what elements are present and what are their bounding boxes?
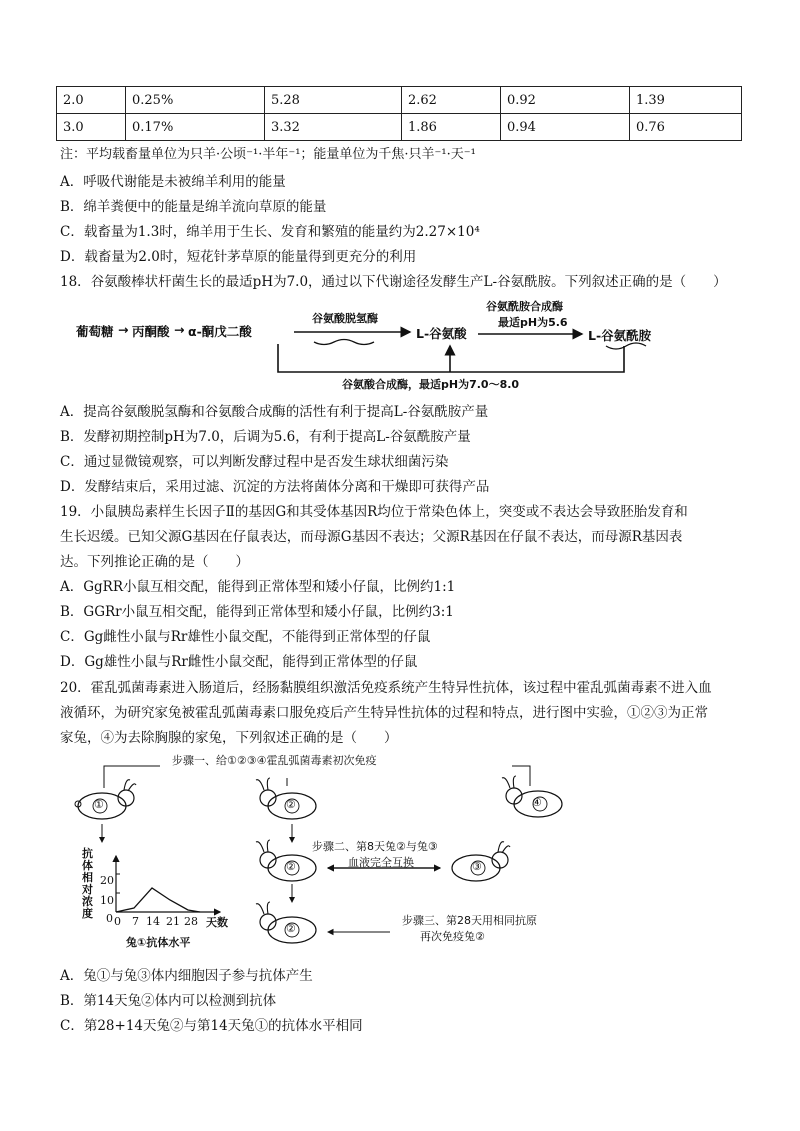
rabbit-1-icon: [75, 780, 136, 819]
table-row: [57, 114, 742, 141]
glu-synthase-label: 谷氨酸合成酶，最适pH为7.0～8.0: [342, 378, 520, 391]
option-a: A．兔①与兔③体内细胞因子参与抗体产生: [60, 968, 313, 984]
chart-caption: 兔①抗体水平: [126, 936, 191, 949]
chart-y-tick: 10: [100, 894, 114, 907]
antibody-chart: [116, 856, 220, 912]
question-18-stem: 18．谷氨酸棒状杆菌生长的最适pH为7.0，通过以下代谢途径发酵生产L-谷氨酰胺。下列叙述正确的是（ ）: [60, 274, 727, 290]
option-b: B．绵羊粪便中的能量是绵羊流向草原的能量: [60, 199, 327, 215]
arrow-icon: →: [174, 322, 185, 337]
table-cell: 2.62: [402, 87, 501, 114]
enzyme-gln-synthetase-label: 谷氨酰胺合成酶: [486, 300, 563, 313]
table-cell: 1.86: [402, 114, 501, 141]
table-cell: 0.76: [630, 114, 742, 141]
table-note: 注：平均载畜量单位为只羊·公顷⁻¹·半年⁻¹；能量单位为千焦·只羊⁻¹·天⁻¹: [60, 147, 476, 162]
rabbit-2-label: ②: [286, 922, 296, 935]
table-row: [57, 87, 742, 114]
question-19-stem-line: 达。下列推论正确的是（ ）: [60, 554, 249, 570]
chart-x-tick: 0: [114, 915, 121, 928]
metabolic-pathway-diagram: [72, 298, 672, 394]
step-two-label-2: 血液完全互换: [348, 856, 414, 869]
option-a: A．提高谷氨酸脱氢酶和谷氨酸合成酶的活性有利于提高L-谷氨酰胺产量: [60, 404, 489, 420]
rabbit-3-label: ③: [472, 860, 482, 873]
l-gln-label: L-谷氨酰胺: [588, 328, 652, 343]
enzyme-gln-synthetase-ph-label: 最适pH为5.6: [498, 316, 568, 329]
option-c: C．载畜量为1.3时，绵羊用于生长、发育和繁殖的能量约为2.27×10⁴: [60, 224, 480, 240]
option-c: C．第28+14天兔②与第14天兔①的抗体水平相同: [60, 1018, 363, 1034]
table-cell: 2.0: [57, 87, 126, 114]
question-19-stem-line: 生长迟缓。已知父源G基因在仔鼠表达，而母源G基因不表达；父源R基因在仔鼠不表达，而母源R基因表: [60, 529, 683, 545]
chart-x-tick: 7: [132, 915, 139, 928]
chart-x-tick: 14: [146, 915, 160, 928]
option-b: B．发酵初期控制pH为7.0，后调为5.6，有利于提高L-谷氨酰胺产量: [60, 429, 471, 445]
table-cell: 5.28: [265, 87, 402, 114]
chart-x-tick: 21: [166, 915, 180, 928]
antibody-curve: [116, 888, 200, 912]
option-c: C．通过显微镜观察，可以判断发酵过程中是否发生球状细菌污染: [60, 454, 449, 470]
option-a: A．GgRR小鼠互相交配，能得到正常体型和矮小仔鼠，比例约1:1: [60, 579, 456, 595]
data-table: [56, 86, 742, 141]
table-cell: 0.17%: [126, 114, 265, 141]
chart-y-tick: 20: [100, 874, 114, 887]
rabbit-2-label: ②: [286, 860, 296, 873]
glucose-label: 葡萄糖: [76, 324, 114, 339]
option-b: B．GGRr小鼠互相交配，能得到正常体型和矮小仔鼠，比例约3:1: [60, 604, 454, 620]
table-cell: 3.0: [57, 114, 126, 141]
l-glu-label: L-谷氨酸: [416, 326, 467, 341]
option-a: A．呼吸代谢能是未被绵羊利用的能量: [60, 174, 286, 190]
table-cell: 3.32: [265, 114, 402, 141]
table-cell: 0.92: [501, 87, 630, 114]
pyruvate-label: 丙酮酸: [132, 324, 170, 339]
chart-y-axis-label: 抗体相对浓度: [82, 847, 93, 920]
step-two-label: 步骤二、第8天兔②与兔③: [312, 840, 438, 853]
question-20-stem-line: 液循环，为研究家兔被霍乱弧菌毒素口服免疫后产生特异性抗体的过程和特点，进行图中实验，①②③为正常: [60, 705, 708, 721]
table-cell: 0.25%: [126, 87, 265, 114]
table-cell: 1.39: [630, 87, 742, 114]
experiment-figure: [60, 752, 580, 956]
enzyme-glu-dehydrogenase-label: 谷氨酸脱氢酶: [312, 312, 378, 325]
step-three-label-2: 再次免疫兔②: [420, 930, 485, 943]
table-cell: 0.94: [501, 114, 630, 141]
rabbit-2-label: ②: [286, 798, 296, 811]
option-c: C．Gg雌性小鼠与Rr雄性小鼠交配，不能得到正常体型的仔鼠: [60, 629, 431, 645]
rabbit-1-label: ①: [94, 798, 104, 811]
step-one-label: 步骤一、给①②③④霍乱弧菌毒素初次免疫: [172, 754, 377, 767]
question-20-stem-line: 20．霍乱弧菌毒素进入肠道后，经肠黏膜组织激活免疫系统产生特异性抗体，该过程中霍乱弧菌毒素不进入血: [60, 680, 712, 696]
chart-x-unit: 天数: [206, 916, 228, 929]
pathway-arrows: [72, 298, 672, 394]
question-19-stem-line: 19．小鼠胰岛素样生长因子Ⅱ的基因G和其受体基因R均位于常染色体上，突变或不表达会导致胚胎发育和: [60, 504, 688, 520]
chart-x-tick: 28: [184, 915, 198, 928]
option-d: D．发酵结束后，采用过滤、沉淀的方法将菌体分离和干燥即可获得产品: [60, 479, 490, 495]
question-20-stem-line: 家兔，④为去除胸腺的家兔，下列叙述正确的是（ ）: [60, 730, 398, 746]
akg-label: α-酮戊二酸: [188, 324, 252, 339]
option-b: B．第14天兔②体内可以检测到抗体: [60, 993, 277, 1009]
option-d: D．Gg雄性小鼠与Rr雌性小鼠交配，能得到正常体型的仔鼠: [60, 654, 418, 670]
rabbit-4-label: ④: [532, 796, 542, 809]
chart-y-tick: 0: [106, 912, 113, 925]
option-d: D．载畜量为2.0时，短花针茅草原的能量得到更充分的利用: [60, 249, 417, 265]
arrow-icon: →: [118, 322, 129, 337]
step-three-label: 步骤三、第28天用相同抗原: [402, 914, 537, 927]
